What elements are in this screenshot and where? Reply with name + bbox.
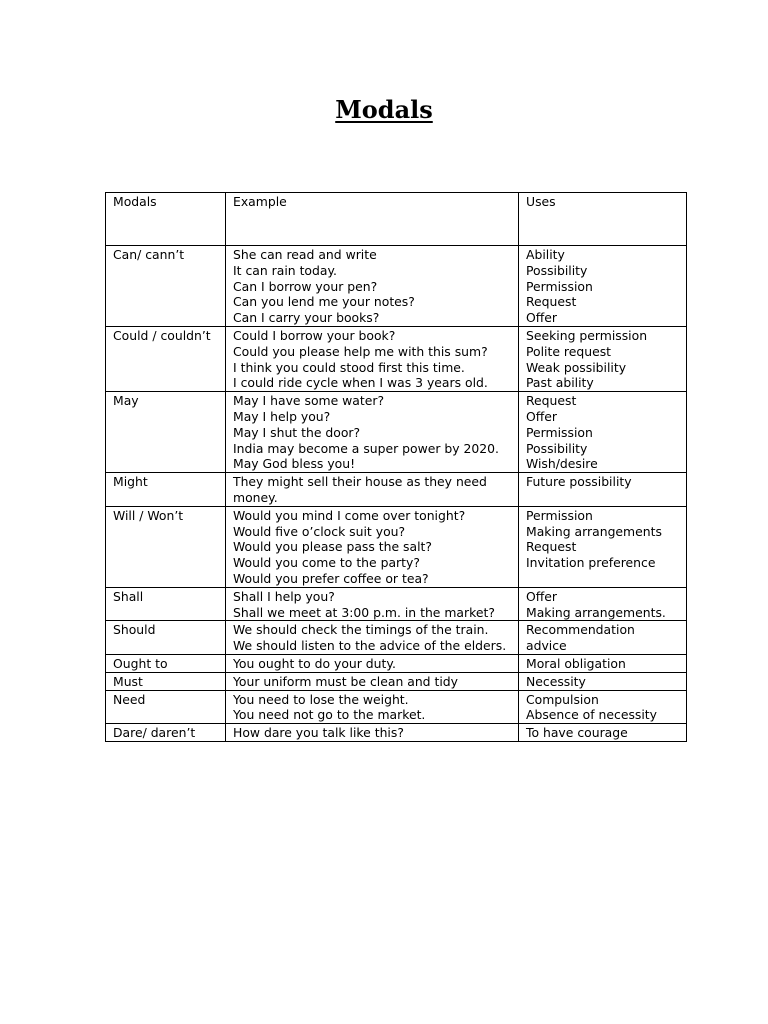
modals-table (105, 192, 687, 742)
use-line: Seeking permission (526, 327, 648, 343)
uses-cell (519, 690, 687, 724)
uses-cell (519, 326, 687, 391)
header-cell-modals: Modals (106, 193, 226, 246)
example-line: You need not go to the market. (233, 707, 426, 723)
example-line: Would you come to the party? (233, 555, 420, 571)
example-cell (226, 654, 519, 672)
use-line: Future possibility (526, 474, 632, 490)
use-line: Request (526, 294, 577, 310)
example-line: Would you prefer coffee or tea? (233, 570, 429, 586)
uses-cell (519, 621, 687, 655)
table-row (106, 724, 687, 742)
use-line: Request (526, 539, 577, 555)
example-line: money. (233, 489, 278, 505)
use-line: Invitation preference (526, 555, 656, 571)
table-row (106, 690, 687, 724)
use-line: Offer (526, 310, 558, 326)
page-title: Modals (335, 95, 433, 124)
use-line: Offer (526, 408, 558, 424)
example-line: Your uniform must be clean and tidy (233, 673, 458, 689)
use-line: Wish/desire (526, 456, 598, 472)
modal-cell: Will / Won’t (106, 506, 226, 587)
table-row (106, 473, 687, 507)
header-cell-example: Example (226, 193, 519, 246)
use-line: Possibility (526, 262, 588, 278)
use-line: Permission (526, 424, 593, 440)
use-line: Possibility (526, 440, 588, 456)
use-line: Polite request (526, 343, 612, 359)
use-line: Ability (526, 247, 565, 262)
example-cell (226, 473, 519, 507)
example-cell (226, 326, 519, 391)
example-line: May I have some water? (233, 393, 385, 409)
example-line: You ought to do your duty. (233, 655, 396, 671)
uses-cell (519, 654, 687, 672)
example-cell (226, 621, 519, 655)
table-header-row (106, 193, 687, 246)
example-line: Can you lend me your notes? (233, 294, 415, 310)
table-row (106, 392, 687, 473)
use-line: To have courage (526, 725, 628, 741)
modal-cell: Can/ cann’t (106, 246, 226, 327)
modal-cell: Should (106, 621, 226, 655)
uses-cell (519, 473, 687, 507)
use-line: Past ability (526, 375, 594, 391)
example-line: Would you please pass the salt? (233, 539, 432, 555)
use-line: Offer (526, 588, 558, 604)
example-line: You need to lose the weight. (233, 691, 409, 707)
example-line: May God bless you! (233, 456, 356, 472)
table-row (106, 246, 687, 327)
uses-cell (519, 724, 687, 742)
example-line: We should listen to the advice of the elders. (233, 638, 507, 654)
example-line: Can I borrow your pen? (233, 278, 378, 294)
uses-cell (519, 506, 687, 587)
example-line: I could ride cycle when I was 3 years old. (233, 375, 488, 391)
example-line: Could you please help me with this sum? (233, 343, 488, 359)
example-line: It can rain today. (233, 262, 337, 278)
example-line: Shall I help you? (233, 588, 335, 604)
example-line: India may become a super power by 2020. (233, 440, 499, 456)
use-line: Making arrangements. (526, 604, 666, 620)
example-line: Would five o’clock suit you? (233, 523, 406, 539)
example-cell (226, 506, 519, 587)
example-cell (226, 672, 519, 690)
modal-cell: Shall (106, 587, 226, 621)
example-line: We should check the timings of the train. (233, 622, 489, 638)
example-line: Would you mind I come over tonight? (233, 507, 466, 523)
modal-cell: Dare/ daren’t (106, 724, 226, 742)
table-row (106, 621, 687, 655)
use-line: Moral obligation (526, 655, 626, 671)
example-line: How dare you talk like this? (233, 725, 404, 741)
use-line: Permission (526, 278, 593, 294)
table-row (106, 672, 687, 690)
use-line: Absence of necessity (526, 707, 657, 723)
use-line: Weak possibility (526, 359, 627, 375)
uses-cell (519, 392, 687, 473)
example-line: They might sell their house as they need (233, 474, 487, 490)
header-cell-uses: Uses (519, 193, 687, 246)
example-cell (226, 587, 519, 621)
table-row (106, 587, 687, 621)
example-line: May I shut the door? (233, 424, 361, 440)
example-line: Could I borrow your book? (233, 327, 396, 343)
modal-cell: Could / couldn’t (106, 326, 226, 391)
modal-cell: Might (106, 473, 226, 507)
example-cell (226, 724, 519, 742)
example-line: May I help you? (233, 408, 331, 424)
example-line: I think you could stood first this time. (233, 359, 465, 375)
use-line: Compulsion (526, 691, 599, 707)
modal-cell: Must (106, 672, 226, 690)
modal-cell: Need (106, 690, 226, 724)
uses-cell (519, 246, 687, 327)
uses-cell (519, 587, 687, 621)
example-cell (226, 246, 519, 327)
example-line: She can read and write (233, 247, 377, 262)
example-line: Shall we meet at 3:00 p.m. in the market? (233, 604, 495, 620)
use-line: Necessity (526, 673, 586, 689)
example-cell (226, 690, 519, 724)
use-line: Making arrangements (526, 523, 662, 539)
table-row (106, 506, 687, 587)
example-line: Can I carry your books? (233, 310, 380, 326)
table-body (106, 193, 687, 742)
table-row (106, 654, 687, 672)
use-line: Recommendation (526, 622, 635, 638)
modal-cell: Ought to (106, 654, 226, 672)
use-line: Permission (526, 507, 593, 523)
uses-cell (519, 672, 687, 690)
use-line: advice (526, 638, 567, 654)
example-cell (226, 392, 519, 473)
modal-cell: May (106, 392, 226, 473)
table-row (106, 326, 687, 391)
use-line: Request (526, 393, 577, 409)
